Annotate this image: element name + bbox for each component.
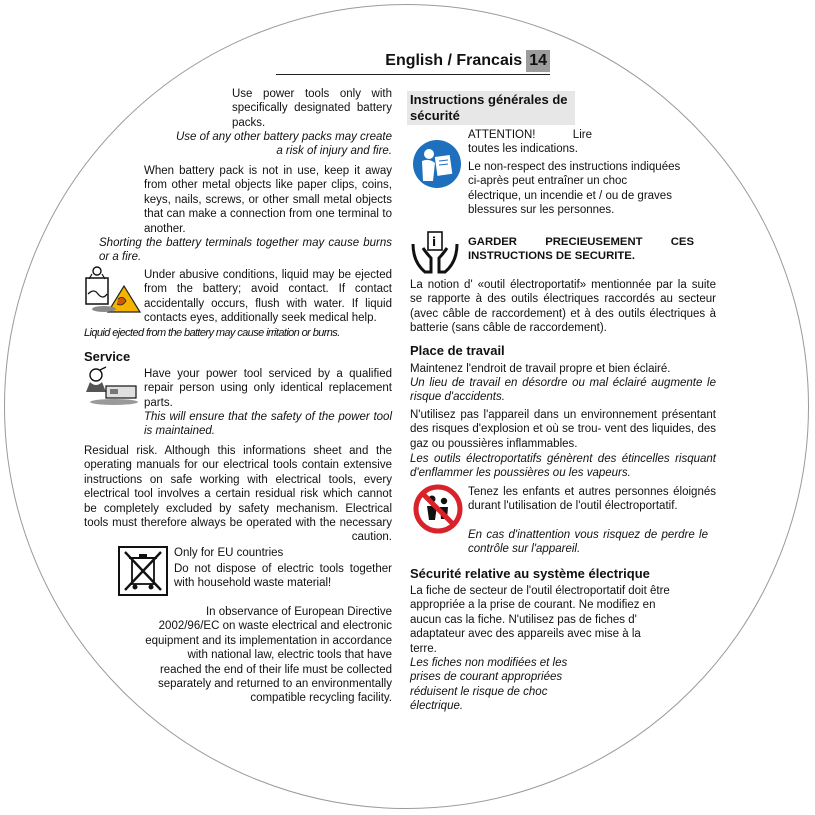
general-safety-heading-text: Instructions générales de sécurité <box>407 91 575 125</box>
svg-text:i: i <box>432 235 437 249</box>
keep-instructions-icon <box>410 230 460 276</box>
service-warning: This will ensure that the safety of the power tool is maintained. <box>144 411 392 438</box>
workplace-warning: Un lieu de travail en désordre ou mal éclairé augmente le risque d'accidents. <box>410 377 716 404</box>
children-text: Tenez les enfants et autres personnes éloignés durant l'utilisation de l'outil électroportatif. <box>468 486 716 513</box>
page-number: 14 <box>526 50 550 72</box>
non-respect-text: Le non-respect des instructions indiquées ci-après peut entraîner un choc électrique, un incendie et / ou de graves blessures sur les personnes. <box>468 161 681 217</box>
weee-bin-icon <box>118 546 168 596</box>
tool-notion-text: La notion d' «outil électroportatif» mentionnée par la suite se rapporte à des outils électriques raccordés au secteur (avec câble de raccordement) et à des outils électriques à batterie (sans câble de raccordement). <box>410 279 716 335</box>
keep-instructions-text: GARDER PRECIEUSEMENT CES INSTRUCTIONS DE SECURITE. <box>468 236 694 263</box>
battery-use-warning: Use of any other battery packs may create a risk of injury and fire. <box>175 131 392 158</box>
no-children-icon <box>413 484 463 534</box>
explosion-text: N'utilisez pas l'appareil dans un environnement présentant des risques d'explosion et où se trou- vent des liquides, des gaz ou poussières inflammables. <box>410 409 716 450</box>
plug-warning: Les fiches non modifiées et les prises de courant appropriées réduisent le risque de choc électrique. <box>410 657 568 713</box>
battery-leak-icon <box>84 264 142 314</box>
service-heading: Service <box>84 349 131 364</box>
general-safety-heading <box>407 91 575 125</box>
liquid-warning: Liquid ejected from the battery may cause irritation or burns. <box>84 327 340 339</box>
eu-only-text: Only for EU countries <box>174 547 284 559</box>
header-title: English / Francais <box>385 52 523 69</box>
explosion-warning: Les outils électroportatifs génèrent des étincelles risquant d'enflammer les poussières ou les vapeurs. <box>410 453 716 480</box>
workplace-heading: Place de travail <box>410 343 505 358</box>
battery-store-text: When battery pack is not in use, keep it away from other metal objects like paper clips, coins, keys, nails, screws, or other small metal objects that can make a connection from one terminal to another. <box>144 165 392 235</box>
attention-text: ATTENTION! Lire toutes les indications. <box>468 129 592 156</box>
eu-directive-text: In observance of European Directive 2002/96/EC on waste electrical and electronic equipment and its implementation in accordance with national law, electric tools that have reached the end of their life must be collected separately and returned to an environmentally compatible recycling facility. <box>145 606 392 705</box>
plug-text: La fiche de secteur de l'outil électroportatif doit être appropriée a la prise de courant. Ne modifiez en aucun cas la fiche. N'utilisez pas de fiches d' adaptateur avec des appareils avec mise à la terre. <box>410 585 670 655</box>
eu-dispose-text: Do not dispose of electric tools together with household waste material! <box>174 563 392 590</box>
children-warning: En cas d'inattention vous risquez de perdre le contrôle sur l'appareil. <box>468 529 708 556</box>
residual-risk-text: Residual risk. Although this informations sheet and the operating manuals for our electrical tools contain extensive instructions on safe working with electrical tools, every electrical tool involves a certain residual risk which cannot be completely excluded by safety mechanism. Electrical tools must therefore always be operated with the necessary caution. <box>84 445 392 544</box>
workplace-text: Maintenez l'endroit de travail propre et bien éclairé. <box>410 363 671 375</box>
read-manual-icon <box>412 139 462 189</box>
service-text: Have your power tool serviced by a qualified repair person using only identical replacement parts. <box>144 368 392 409</box>
battery-use-text: Use power tools only with specifically designated battery packs. <box>232 88 392 129</box>
repair-person-icon <box>84 366 140 406</box>
page-header <box>276 50 550 75</box>
battery-store-warning: Shorting the battery terminals together may cause burns or a fire. <box>99 237 392 264</box>
electrical-safety-heading: Sécurité relative au système électrique <box>410 566 650 581</box>
liquid-text: Under abusive conditions, liquid may be ejected from the battery; avoid contact. If contact accidentally occurs, flush with water. If liquid contacts eyes, additionally seek medical help. <box>144 269 392 325</box>
